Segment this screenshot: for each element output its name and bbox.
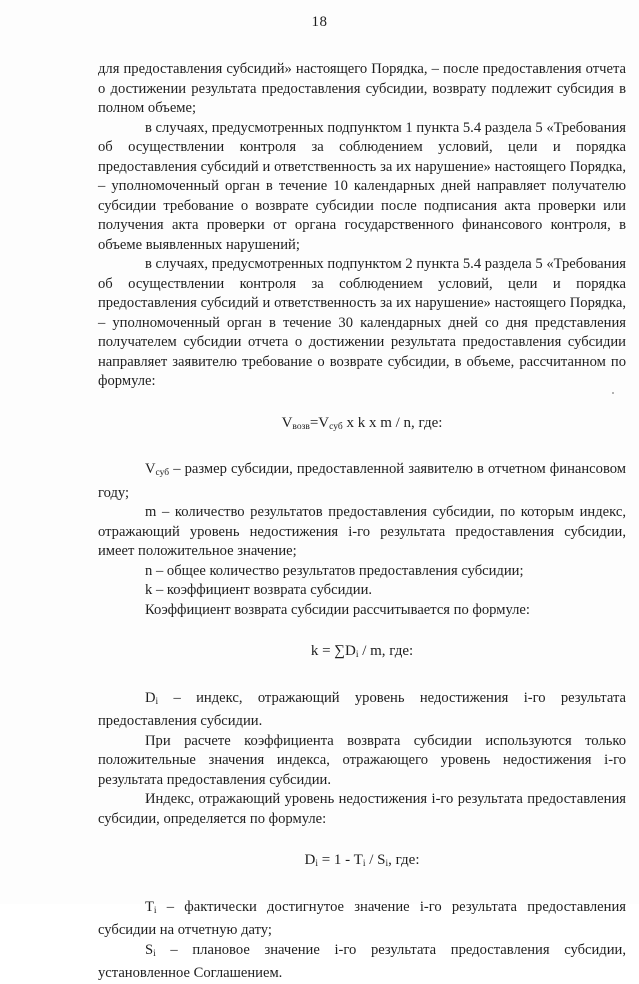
paragraph-k-intro: Коэффициент возврата субсидии рассчитывается по формуле: [145, 601, 530, 618]
definition-si [98, 941, 626, 984]
formula-rest: x k x m / n, где: [342, 414, 443, 431]
formula-t-subscript: i [362, 859, 366, 869]
definition-k: k – коэффициент возврата субсидии. [145, 582, 373, 598]
definition-si-symbol: S [145, 941, 154, 958]
definition-m: m – количество результатов предоставления субсидии, по которым индекс, отражающий уровень недостижения i-го результата предоставления субсидии, имеет положительное значение; [98, 504, 626, 559]
definition-v-text: – размер субсидии, предоставленной заявителю в отчетном финансовом году; [98, 461, 626, 501]
definition-di-symbol: D [145, 689, 156, 706]
definition-v-sub [98, 460, 626, 503]
formula-v2-subscript: суб [329, 421, 343, 432]
paragraph-continuation: для предоставления субсидий» настоящего Порядка, – после предоставления отчета о достижении результата предоставления субсидии, возврату подлежит субсидия в полном объеме; [98, 61, 626, 116]
paragraph-case-1: в случаях, предусмотренных подпунктом 1 пункта 5.4 раздела 5 «Требования об осуществлении контроля за соблюдением условий, цели и порядка предоставления субсидий и ответственность за их нарушение» настоящего Порядка, – уполномоченный орган в течение 10 календарных дней направляет получателю субсидии требование о возврате субсидии после подписания акта проверки или получения акта проверки от органа государственного финансового контроля, в объеме выявленных нарушений; [98, 119, 626, 253]
formula-coefficient [98, 642, 626, 666]
formula-d-subscript: i [315, 859, 318, 869]
paragraph-case-2: в случаях, предусмотренных подпунктом 2 пункта 5.4 раздела 5 «Требования об осуществлении контроля за соблюдением условий, цели и порядка предоставления субсидий и ответственность за их нарушение» настоящего Порядка, – уполномоченный орган в течение 30 календарных дней со дня представления получателем субсидии отчета о достижении результата предоставления субсидии направляет заявителю требование о возврате субсидии, в объеме, рассчитанном по формуле: [98, 256, 626, 389]
definition-v-symbol: V [145, 461, 156, 477]
formula-k-left: k = ∑D [310, 643, 356, 659]
formula-v: V [281, 414, 293, 431]
definition-ti-subscript: i [153, 905, 157, 916]
definition-n: n – общее количество результатов предоставления субсидии; [145, 562, 524, 579]
definition-v-subscript: суб [155, 468, 170, 478]
formula-d: D [304, 852, 316, 868]
formula-v-subscript: возв [292, 421, 310, 432]
page-number: 18 [311, 14, 328, 30]
formula-return-volume [98, 414, 626, 438]
paragraph-calculation-note: При расчете коэффициента возврата субсидии используются только положительные значения индекса, отражающего уровень недостижения i-го результата предоставления субсидии. [98, 732, 626, 788]
formula-k-right: / m, где: [358, 643, 414, 659]
formula-d-mid: = 1 - T [317, 852, 363, 868]
definition-ti-symbol: T [145, 898, 154, 915]
scan-artifact [612, 392, 614, 394]
definition-si-subscript: i [153, 948, 156, 959]
formula-end: , где: [388, 852, 420, 868]
formula-equals-v: =V [309, 414, 330, 431]
definition-di-text: – индекс, отражающий уровень недостижения i-го результата предоставления субсидии. [98, 689, 626, 729]
formula-s-subscript: i [385, 859, 389, 869]
formula-index [98, 851, 626, 875]
definition-di [98, 689, 626, 732]
formula-slash: / S [365, 852, 386, 868]
definition-si-text: – плановое значение i-го результата предоставления субсидии, установленное Соглашением. [98, 941, 626, 981]
paragraph-index-intro: Индекс, отражающий уровень недостижения i-го результата предоставления субсидии, определяется по формуле: [98, 791, 626, 827]
definition-ti-text: – фактически достигнутое значение i-го результата предоставления субсидии на отчетную дату; [98, 898, 626, 938]
document-body [98, 60, 626, 984]
formula-k-subscript: i [355, 650, 359, 660]
definition-di-subscript: i [155, 696, 159, 707]
